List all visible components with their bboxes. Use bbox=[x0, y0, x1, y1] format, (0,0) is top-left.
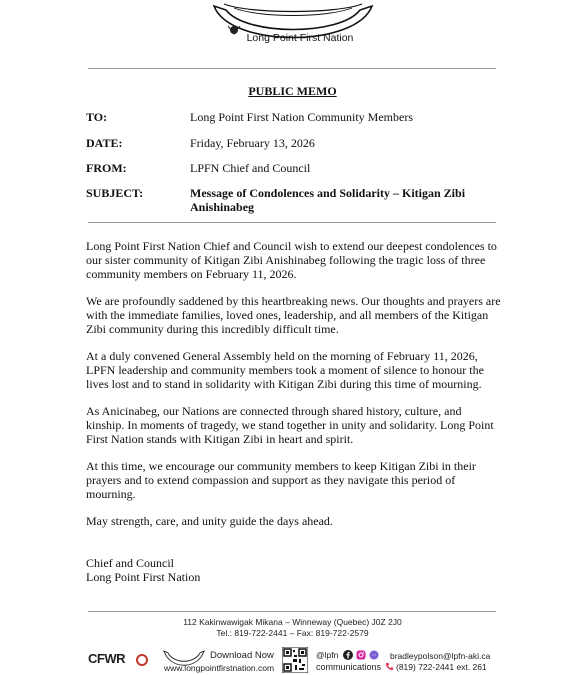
subject-label: SUBJECT: bbox=[86, 186, 144, 200]
paragraph-3: At a duly convened General Assembly held on the morning of February 11, 2026, LPFN leadership and community members took a moment of silence to honour the lives lost and to stand in solidarity with Kitigan Zibi during this time of mourning. bbox=[86, 349, 484, 391]
qr-code-icon[interactable] bbox=[282, 647, 308, 673]
website-link[interactable]: www.longpointfirstnation.com bbox=[164, 663, 275, 673]
signature-line-1: Chief and Council bbox=[86, 556, 174, 570]
from-value: LPFN Chief and Council bbox=[190, 161, 311, 175]
footer-bar bbox=[86, 646, 504, 674]
download-now-link[interactable]: Download Now bbox=[210, 650, 274, 661]
to-value: Long Point First Nation Community Members bbox=[190, 110, 414, 124]
signature-line-2: Long Point First Nation bbox=[86, 570, 201, 584]
subject-value: Message of Condolences and Solidarity – Kitigan Zibi Anishinabeg bbox=[190, 186, 466, 214]
from-label: FROM: bbox=[86, 161, 127, 175]
paragraph-2: We are profoundly saddened by this heartbreaking news. Our thoughts and prayers are with the immediate families, loved ones, leadership, and all members of the Kitigan Zibi community during this incredibly difficult time. bbox=[86, 294, 501, 336]
instagram-icon[interactable] bbox=[356, 650, 366, 660]
paragraph-4: As Anicinabeg, our Nations are connected through shared history, culture, and kinship. In moments of tragedy, we stand together in unity and solidarity. Long Point First Nation stands with Kitigan Zibi in heart and spirit. bbox=[86, 404, 494, 446]
messenger-icon[interactable] bbox=[369, 650, 379, 660]
facebook-icon[interactable] bbox=[343, 650, 353, 660]
header-rule bbox=[88, 68, 496, 69]
lpfn-logo bbox=[210, 0, 376, 46]
cfwr-ring-icon bbox=[136, 654, 148, 666]
footer-phone-fax: Tel.: 819-722-2441 – Fax: 819-722-2579 bbox=[216, 628, 369, 638]
date-value: Friday, February 13, 2026 bbox=[190, 136, 315, 150]
email-link[interactable]: bradleypolson@lpfn-aki.ca bbox=[390, 651, 491, 661]
header-divider bbox=[88, 222, 496, 223]
communications-label: communications bbox=[316, 662, 382, 672]
footer-address: 112 Kakinwawigak Mikana – Winneway (Quebec) J0Z 2J0 bbox=[183, 617, 402, 627]
paragraph-5: At this time, we encourage our community members to keep Kitigan Zibi in their prayers and to extend compassion and support as they navigate this period of mourning. bbox=[86, 459, 476, 501]
phone-icon bbox=[385, 662, 394, 671]
paragraph-6: May strength, care, and unity guide the days ahead. bbox=[86, 514, 333, 528]
paragraph-1: Long Point First Nation Chief and Council wish to extend our deepest condolences to our sister community of Kitigan Zibi Anishinabeg following the tragic loss of three community members on February 11, 2026. bbox=[86, 239, 497, 281]
social-handle: @lpfn bbox=[316, 650, 339, 660]
logo-text: Long Point First Nation bbox=[246, 32, 354, 44]
cfwr-logo: CFWR bbox=[88, 651, 125, 666]
memo-title: PUBLIC MEMO bbox=[248, 84, 337, 98]
to-label: TO: bbox=[86, 110, 108, 124]
footer-phone: (819) 722-2441 ext. 261 bbox=[396, 662, 487, 672]
footer-rule bbox=[88, 611, 496, 612]
date-label: DATE: bbox=[86, 136, 123, 150]
